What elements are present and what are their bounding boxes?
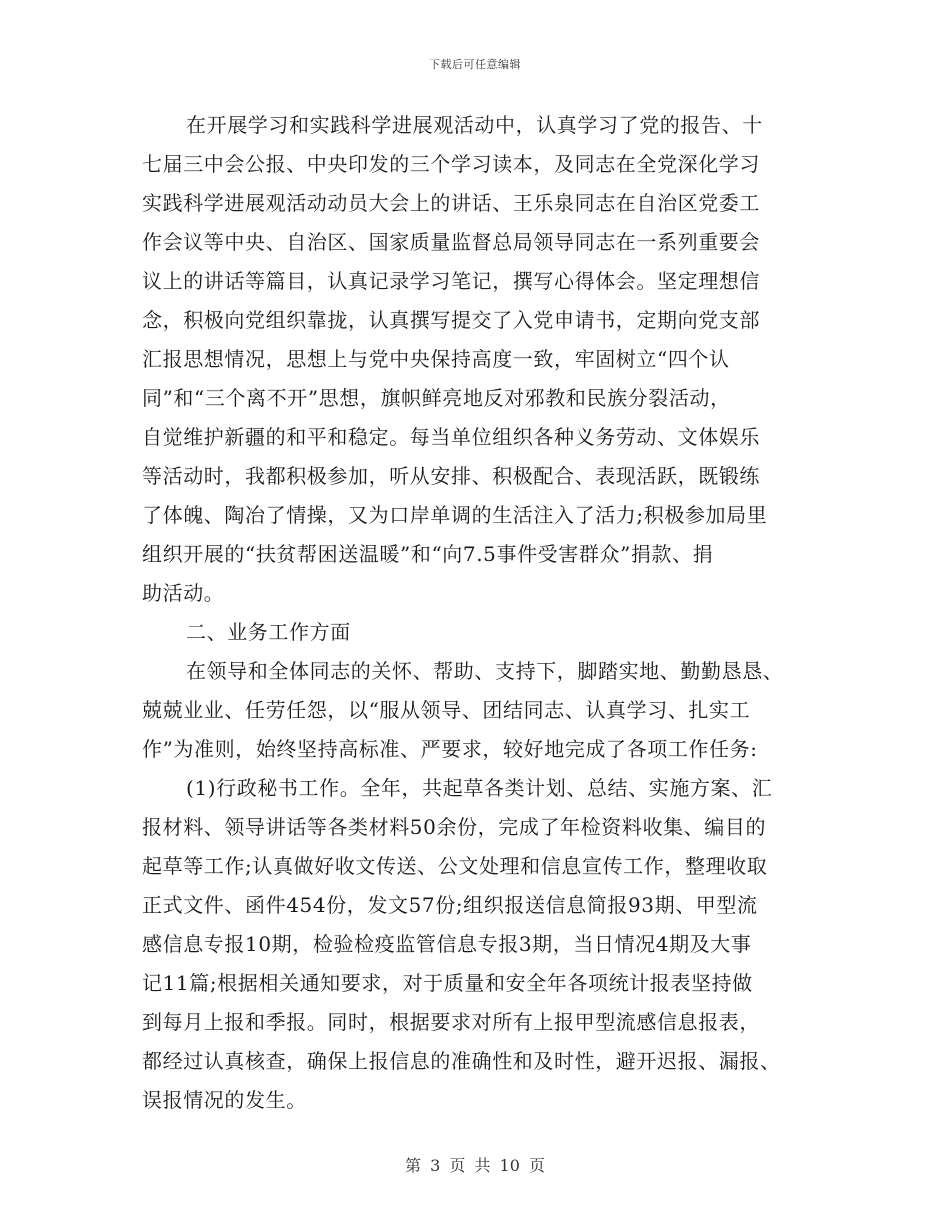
- text-line: 等活动时，我都积极参加，听从安排、积极配合、表现活跃，既锻练: [142, 464, 760, 488]
- text-line: 感信息专报10期，检验检疫监管信息专报3期，当日情况4期及大事: [142, 932, 752, 956]
- text-line: 都经过认真核查，确保上报信息的准确性和及时性，避开迟报、漏报、: [142, 1049, 781, 1073]
- page-header: 下载后可任意编辑: [429, 58, 521, 71]
- text-line: 议上的讲话等篇目，认真记录学习笔记，撰写心得体会。坚定理想信: [142, 269, 760, 293]
- text-line: 到每月上报和季报。同时，根据要求对所有上报甲型流感信息报表，: [142, 1010, 760, 1034]
- text-line: 起草等工作;认真做好收文传送、公文处理和信息宣传工作，整理收取: [142, 854, 768, 878]
- text-line: 了体魄、陶冶了情操，又为口岸单调的生活注入了活力;积极参加局里: [142, 503, 768, 527]
- text-line: 念，积极向党组织靠拢，认真撰写提交了入党申请书，定期向党支部: [142, 308, 760, 332]
- section-heading: 二、业务工作方面: [186, 620, 351, 644]
- text-line: 汇报思想情况，思想上与党中央保持高度一致，牢固树立“四个认: [142, 347, 730, 371]
- text-line: 同”和“三个离不开”思想，旗帜鲜亮地反对邪教和民族分裂活动，: [142, 386, 731, 410]
- text-line: 误报情况的发生。: [142, 1088, 307, 1112]
- text-line: 作”为准则，始终坚持高标准、严要求，较好地完成了各项工作任务:: [142, 737, 758, 761]
- text-line: 在开展学习和实践科学进展观活动中，认真学习了党的报告、十: [186, 113, 763, 137]
- text-line: 兢兢业业、任劳任怨，以“服从领导、团结同志、认真学习、扎实工: [142, 698, 751, 722]
- text-line: 在领导和全体同志的关怀、帮助、支持下，脚踏实地、勤勤恳恳、: [186, 659, 784, 683]
- text-line: 记11篇;根据相关通知要求，对于质量和安全年各项统计报表坚持做: [142, 971, 753, 995]
- text-line: 实践科学进展观活动动员大会上的讲话、王乐泉同志在自治区党委工: [142, 191, 760, 215]
- page-number: 第 3 页 共 10 页: [405, 1156, 545, 1175]
- text-line: 自觉维护新疆的和平和稳定。每当单位组织各种义务劳动、文体娱乐: [142, 425, 760, 449]
- text-line: 七届三中会公报、中央印发的三个学习读本，及同志在全党深化学习: [142, 152, 760, 176]
- text-line: 助活动。: [142, 581, 225, 605]
- text-line: 正式文件、函件454份，发文57份;组织报送信息简报93期、甲型流: [142, 893, 758, 917]
- text-line: 报材料、领导讲话等各类材料50余份，完成了年检资料收集、编目的: [142, 815, 767, 839]
- text-line: (1)行政秘书工作。全年，共起草各类计划、总结、实施方案、汇: [186, 776, 773, 800]
- text-line: 作会议等中央、自治区、国家质量监督总局领导同志在一系列重要会: [142, 230, 760, 254]
- text-line: 组织开展的“扶贫帮困送温暖”和“向7.5事件受害群众”捐款、捐: [142, 542, 714, 566]
